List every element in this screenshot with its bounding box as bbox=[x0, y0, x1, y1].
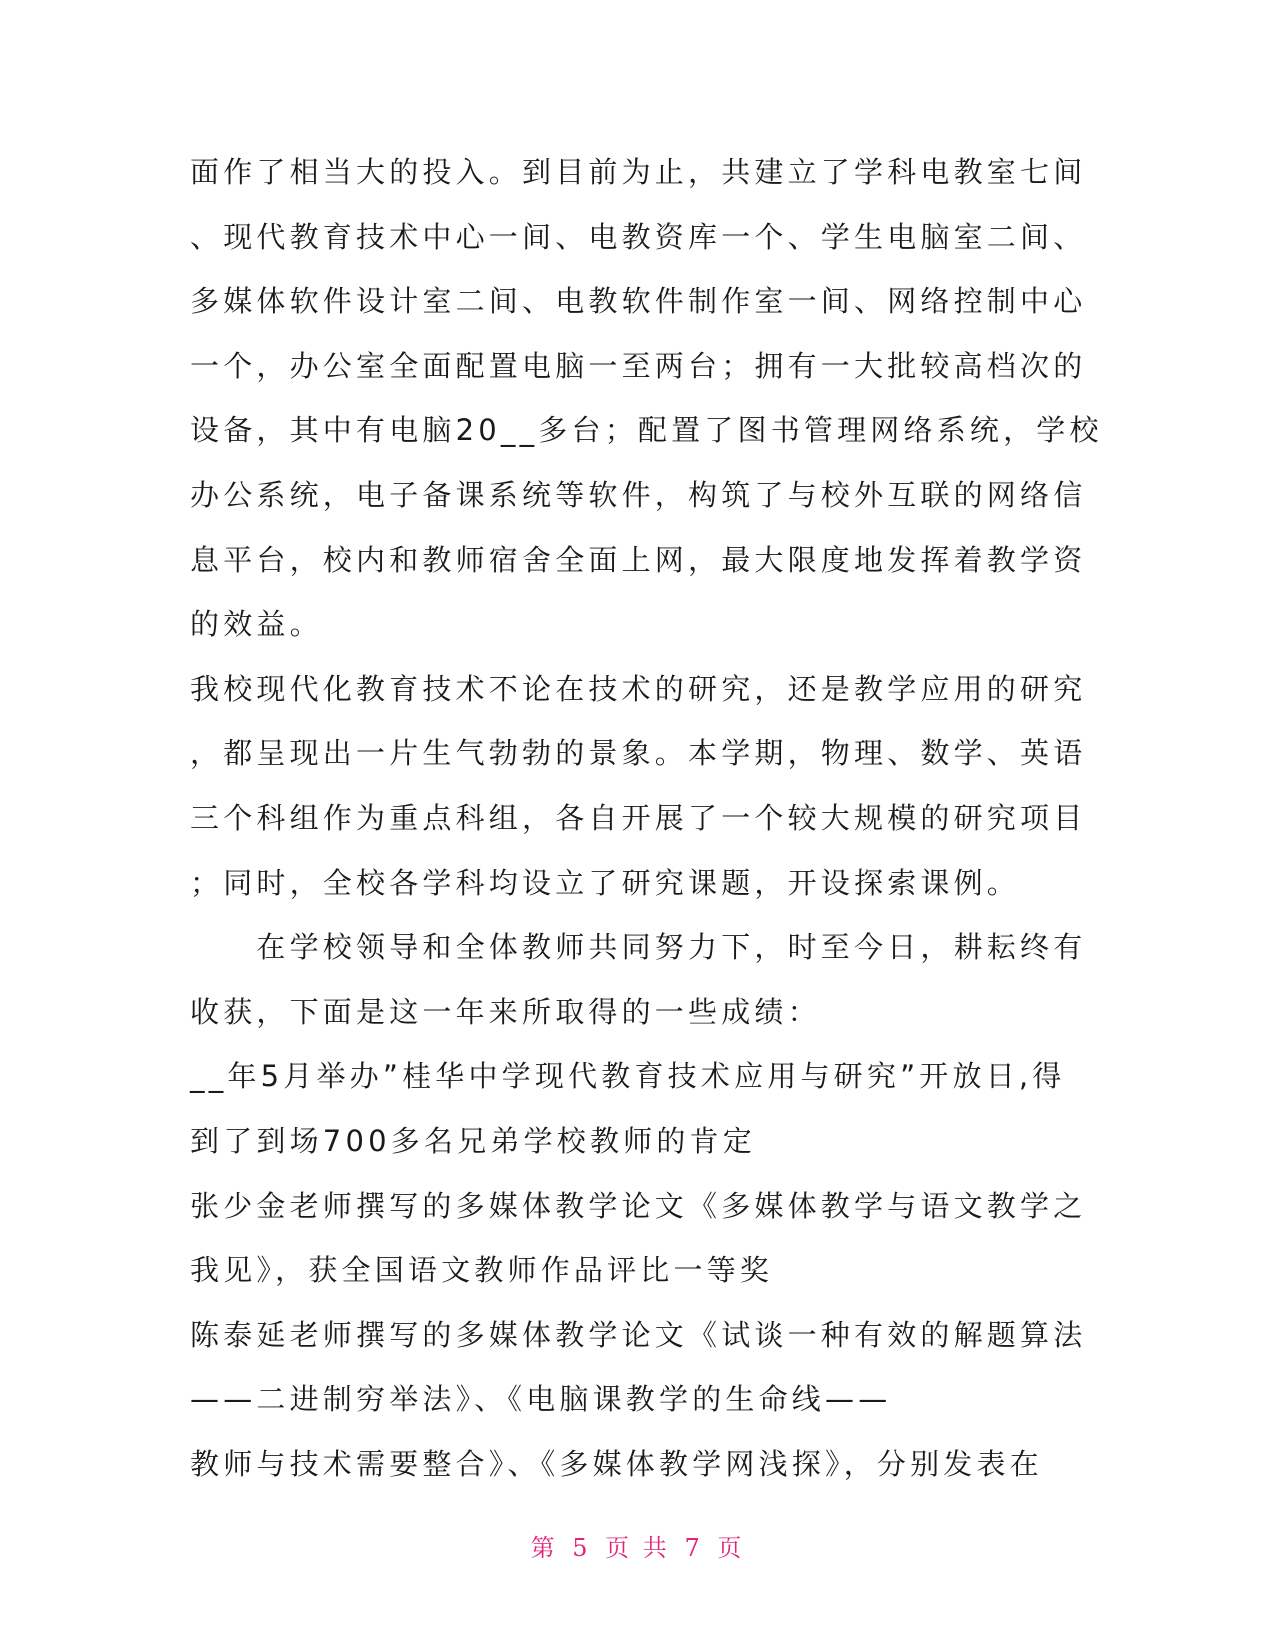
text-line: 一个，办公室全面配置电脑一至两台；拥有一大批较高档次的 bbox=[190, 348, 1087, 383]
text-line: 在学校领导和全体教师共同努力下，时至今日，耕耘终有 bbox=[190, 930, 1087, 965]
text-line: 陈泰延老师撰写的多媒体教学论文《试谈一种有效的解题算法 bbox=[190, 1317, 1087, 1352]
text-line: 我校现代化教育技术不论在技术的研究，还是教学应用的研究 bbox=[190, 671, 1087, 706]
text-line: ；同时，全校各学科均设立了研究课题，开设探索课例。 bbox=[190, 865, 1021, 900]
text-line: ，都呈现出一片生气勃勃的景象。本学期，物理、数学、英语 bbox=[190, 736, 1087, 771]
text-line: 多媒体软件设计室二间、电教软件制作室一间、网络控制中心 bbox=[190, 284, 1087, 319]
current-page-number: 5 bbox=[572, 1534, 591, 1562]
text-line: 收获，下面是这一年来所取得的一些成绩： bbox=[190, 994, 821, 1029]
text-line: 到了到场700多名兄弟学校教师的肯定 bbox=[190, 1123, 756, 1158]
total-pages-number: 7 bbox=[684, 1534, 703, 1562]
text-line: 面作了相当大的投入。到目前为止，共建立了学科电教室七间 bbox=[190, 155, 1087, 189]
text-line: 教师与技术需要整合》、《多媒体教学网浅探》，分别发表在 bbox=[190, 1446, 1043, 1481]
footer-suffix: 页 bbox=[717, 1534, 745, 1562]
text-line: 的效益。 bbox=[190, 607, 323, 642]
text-line: ——二进制穷举法》、《电脑课教学的生命线—— bbox=[190, 1382, 892, 1417]
body-text bbox=[190, 140, 1103, 1496]
page-number-footer bbox=[0, 1528, 1275, 1563]
text-line: 三个科组作为重点科组，各自开展了一个较大规模的研究项目 bbox=[190, 800, 1087, 835]
text-line: 办公系统，电子备课系统等软件，构筑了与校外互联的网络信 bbox=[190, 477, 1087, 512]
text-line: __年5月举办”桂华中学现代教育技术应用与研究”开放日,得 bbox=[190, 1059, 1066, 1094]
text-line: 息平台，校内和教师宿舍全面上网，最大限度地发挥着教学资 bbox=[190, 542, 1087, 577]
footer-mid: 页 共 bbox=[605, 1534, 670, 1562]
text-line: 张少金老师撰写的多媒体教学论文《多媒体教学与语文教学之 bbox=[190, 1188, 1087, 1223]
text-line: 设备，其中有电脑20__多台；配置了图书管理网络系统，学校 bbox=[190, 413, 1103, 448]
footer-prefix: 第 bbox=[530, 1534, 558, 1562]
text-line: 我见》，获全国语文教师作品评比一等奖 bbox=[190, 1253, 774, 1288]
text-line: 、现代教育技术中心一间、电教资库一个、学生电脑室二间、 bbox=[190, 219, 1087, 254]
